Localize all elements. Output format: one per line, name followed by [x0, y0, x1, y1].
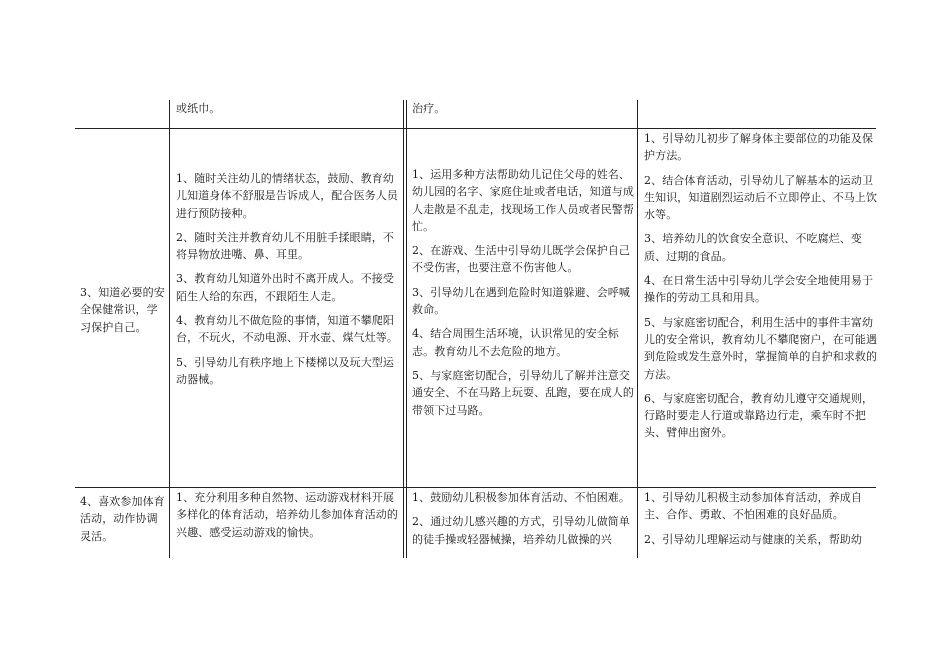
- list-item: 1、鼓励幼儿积极参加体育活动、不怕困难。: [412, 491, 630, 504]
- column-divider-2: [403, 100, 404, 558]
- row-4-col2: [176, 489, 400, 541]
- row-3-goal: 3、知道必要的安全保健常识，学习保护自己。: [80, 286, 165, 334]
- list-item: 3、教育幼儿知道外出时不离开成人。不接受陌生人给的东西，不跟陌生人走。: [176, 272, 394, 303]
- list-item: 3、培养幼儿的饮食安全意识、不吃腐烂、变质、过期的食品。: [644, 232, 862, 263]
- row-3-col4: [644, 130, 878, 442]
- column-divider-3: [406, 100, 407, 558]
- list-item: 6、与家庭密切配合，教育幼儿遵守交通规则，行路时要走人行道或靠路边行走，乘车时不把头、臂伸出窗外。: [644, 391, 874, 440]
- row-divider-2: [75, 487, 876, 488]
- list-item: 2、引导幼儿理解运动与健康的关系，帮助幼: [644, 532, 862, 546]
- row-4-col3: [412, 489, 634, 548]
- list-item: 1、运用多种方法帮助幼儿记住父母的姓名、幼儿园的名字、家庭住址或者电话，知道与成人走散是不乱走，找现场工作人员或者民警帮忙。: [412, 168, 634, 233]
- row-3-col3: [412, 166, 634, 419]
- column-divider-1: [169, 100, 170, 558]
- row-top-col3: 治疗。: [412, 102, 446, 115]
- row-4-goal: 4、喜欢参加体育活动，动作协调灵活。: [80, 495, 165, 543]
- row-3-col2: [176, 170, 400, 388]
- list-item: 1、引导幼儿初步了解身体主要部位的功能及保护方法。: [644, 132, 874, 163]
- list-item: 5、引导幼儿有秩序地上下楼梯以及玩大型运动器械。: [176, 355, 394, 386]
- row-4-col4: [644, 489, 878, 548]
- list-item: 5、与家庭密切配合，引导幼儿了解并注意交通安全、不在马路上玩耍、乱跑，要在成人的带领下过马路。: [412, 368, 634, 417]
- row-top-col2: 或纸巾。: [176, 102, 221, 115]
- list-item: 2、结合体育活动，引导幼儿了解基本的运动卫生知识，知道剧烈运动后不立即停止、不马上饮水等。: [644, 173, 878, 222]
- row-divider-1: [75, 128, 876, 129]
- column-divider-4: [637, 100, 638, 558]
- list-item: 2、在游戏、生活中引导幼儿既学会保护自己不受伤害，也要注意不伤害他人。: [412, 244, 630, 275]
- list-item: 1、引导幼儿积极主动参加体育活动，养成自主、合作、勇敢、不怕困难的良好品质。: [644, 491, 862, 522]
- list-item: 4、在日常生活中引导幼儿学会安全地使用易于操作的劳动工具和用具。: [644, 274, 874, 305]
- list-item: 1、充分利用多种自然物、运动游戏材料开展多样化的体育活动，培养幼儿参加体育活动的兴趣、感受运动游戏的愉快。: [176, 491, 398, 539]
- list-item: 1、随时关注幼儿的情绪状态，鼓励、教育幼儿知道身体不舒服是告诉成人，配合医务人员进行预防接种。: [176, 172, 398, 220]
- list-item: 3、引导幼儿在遇到危险时知道躲避、会呼喊救命。: [412, 285, 630, 317]
- list-item: 4、结合周围生活环境，认识常见的安全标志。教育幼儿不去危险的地方。: [412, 327, 619, 358]
- list-item: 2、通过幼儿感兴趣的方式，引导幼儿做简单的徒手操或轻器械操，培养幼儿做操的兴: [412, 515, 630, 546]
- list-item: 5、与家庭密切配合，利用生活中的事件丰富幼儿的安全常识，教育幼儿不攀爬窗户，在可能遇到危险或发生意外时，掌握简单的自护和求救的方法。: [644, 315, 878, 381]
- list-item: 2、随时关注并教育幼儿不用脏手揉眼睛，不将异物放进嘴、鼻、耳里。: [176, 230, 394, 262]
- list-item: 4、教育幼儿不做危险的事情，知道不攀爬阳台，不玩火，不动电源、开水壶、煤气灶等。: [176, 314, 398, 345]
